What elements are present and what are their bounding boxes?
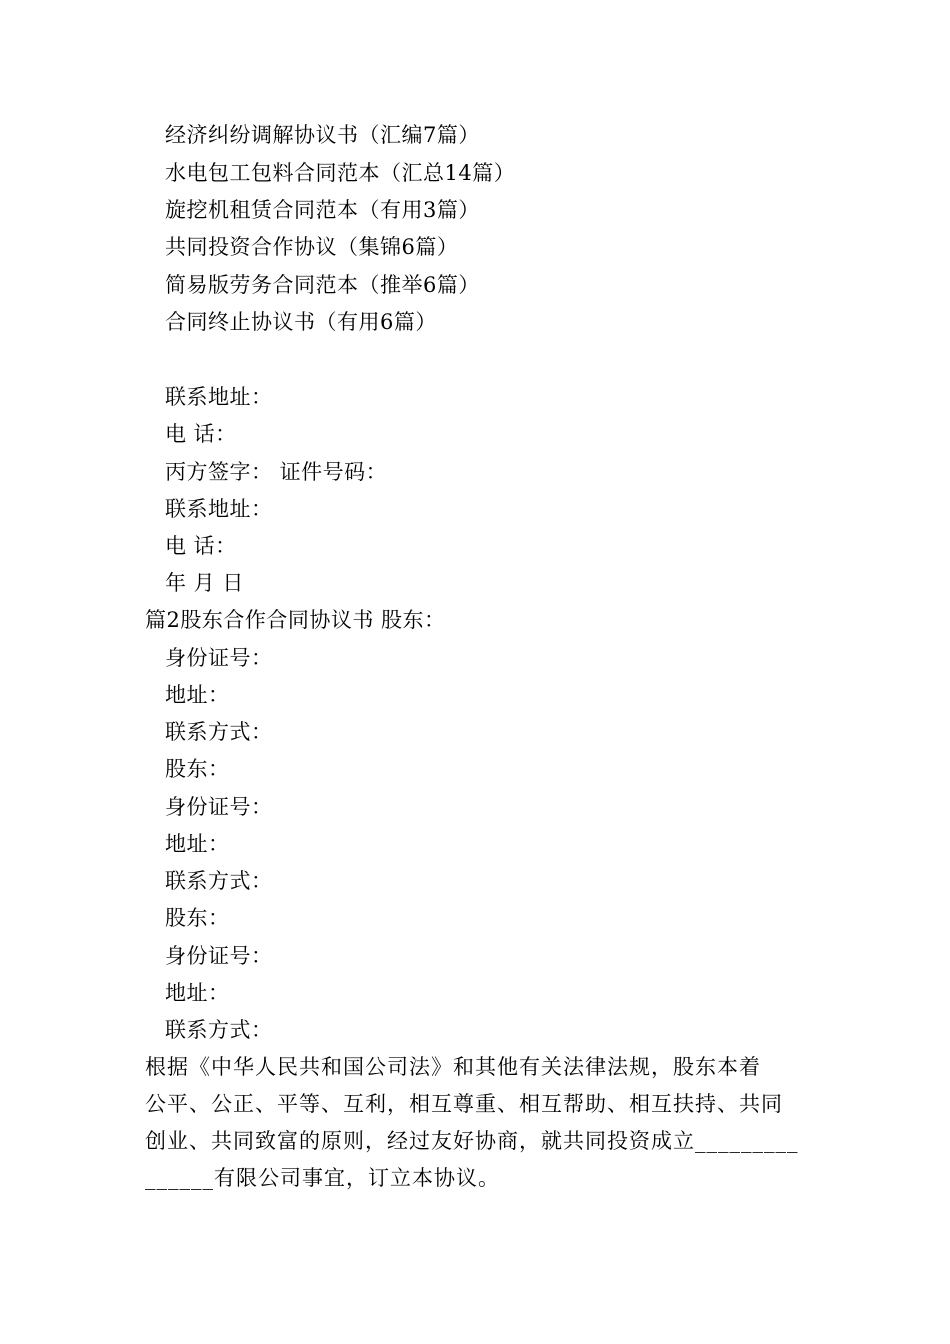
section-title: 篇2股东合作合同协议书 股东： bbox=[145, 608, 446, 632]
contact-address-label: 联系地址： bbox=[165, 497, 273, 521]
party-c-signature-label: 丙方签字： 证件号码： bbox=[165, 460, 388, 484]
related-link[interactable]: 共同投资合作协议（集锦6篇） bbox=[165, 235, 459, 259]
intro-paragraph bbox=[145, 1049, 810, 1197]
contact-label: 联系方式： bbox=[165, 720, 273, 744]
phone-label: 电 话： bbox=[165, 534, 237, 558]
address-label: 地址： bbox=[165, 981, 230, 1005]
id-number-label: 身份证号： bbox=[165, 795, 273, 819]
related-link[interactable]: 简易版劳务合同范本（推举6篇） bbox=[165, 273, 480, 297]
address-label: 地址： bbox=[165, 683, 230, 707]
date-line: 年 月 日 bbox=[165, 571, 244, 595]
id-number-label: 身份证号： bbox=[165, 944, 273, 968]
contact-address-label: 联系地址： bbox=[165, 385, 273, 409]
shareholder-label: 股东： bbox=[165, 757, 230, 781]
related-link[interactable]: 水电包工包料合同范本（汇总14篇） bbox=[165, 161, 516, 185]
related-link[interactable]: 经济纠纷调解协议书（汇编7篇） bbox=[165, 123, 480, 147]
related-link[interactable]: 合同终止协议书（有用6篇） bbox=[165, 310, 437, 334]
paragraph-line: 根据《中华人民共和国公司法》和其他有关法律法规，股东本着 bbox=[145, 1055, 761, 1079]
contact-label: 联系方式： bbox=[165, 1018, 273, 1042]
paragraph-line: ______有限公司事宜，订立本协议。 bbox=[145, 1166, 500, 1190]
paragraph-line: 公平、公正、平等、互利，相互尊重、相互帮助、相互扶持、共同 bbox=[145, 1092, 783, 1116]
paragraph-line: 创业、共同致富的原则，经过友好协商，就共同投资成立_________ bbox=[145, 1129, 799, 1153]
address-label: 地址： bbox=[165, 832, 230, 856]
phone-label: 电 话： bbox=[165, 422, 237, 446]
related-link[interactable]: 旋挖机租赁合同范本（有用3篇） bbox=[165, 198, 480, 222]
id-number-label: 身份证号： bbox=[165, 646, 273, 670]
shareholder-label: 股东： bbox=[165, 906, 230, 930]
contact-label: 联系方式： bbox=[165, 869, 273, 893]
